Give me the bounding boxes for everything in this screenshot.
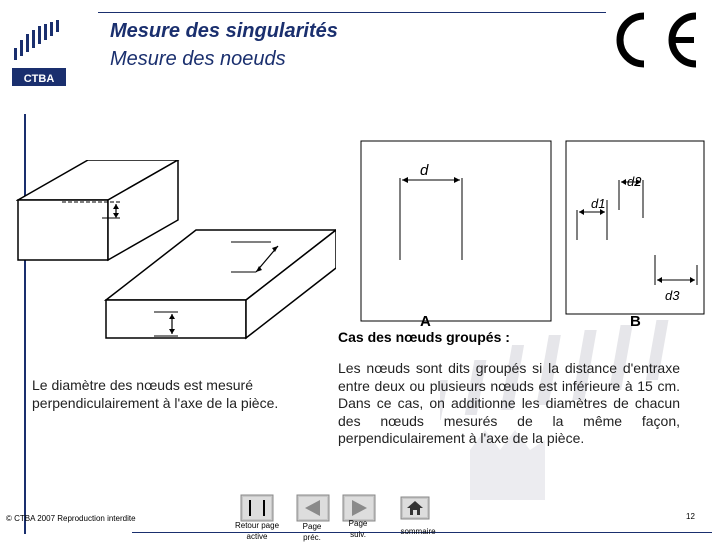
summary-button[interactable] <box>400 496 430 520</box>
diagram-a <box>360 140 552 322</box>
return-page-label: Retour page active <box>234 521 280 541</box>
previous-page-label: Page préc. <box>302 522 322 542</box>
d-label: d <box>420 162 429 179</box>
diagram-b <box>565 140 705 315</box>
diagram-b-label: B <box>630 313 641 330</box>
ctba-logo <box>8 10 70 88</box>
return-active-page-button[interactable] <box>240 494 274 522</box>
copyright-text: © CTBA 2007 Reproduction interdite <box>6 514 136 523</box>
summary-label: sommaire <box>400 527 436 536</box>
return-page-icon <box>240 494 274 522</box>
boards-illustration <box>16 160 336 340</box>
page-subtitle: Mesure des noeuds <box>110 48 286 70</box>
svg-text:CTBA: CTBA <box>23 73 55 85</box>
home-icon <box>400 496 430 520</box>
d3-label: d3 <box>665 288 680 303</box>
d1-label: d1 <box>591 196 606 211</box>
d2-label: d2 <box>627 174 642 189</box>
diagram-a-label: A <box>420 313 431 330</box>
header-divider <box>98 12 606 13</box>
ce-mark-logo <box>610 8 710 72</box>
grouped-knots-paragraph: Les nœuds sont dits groupés si la distance d'entraxe entre deux ou plusieurs nœuds est inférieure à 15 cm. Dans ce cas, on additionne les diamètres de chacun des nœuds mesurés de la même façon, perpendiculairement à l'axe de la pièce. <box>338 360 680 447</box>
page-number: 12 <box>686 512 695 521</box>
knot-diameter-paragraph: Le diamètre des nœuds est mesuré perpendiculairement à l'axe de la pièce. <box>32 377 279 411</box>
page-title: Mesure des singularités <box>110 20 338 42</box>
previous-page-button[interactable] <box>296 494 330 522</box>
section-heading: Cas des nœuds groupés : <box>338 329 510 345</box>
next-page-label: Page suiv. <box>348 519 368 539</box>
previous-arrow-icon <box>296 494 330 522</box>
